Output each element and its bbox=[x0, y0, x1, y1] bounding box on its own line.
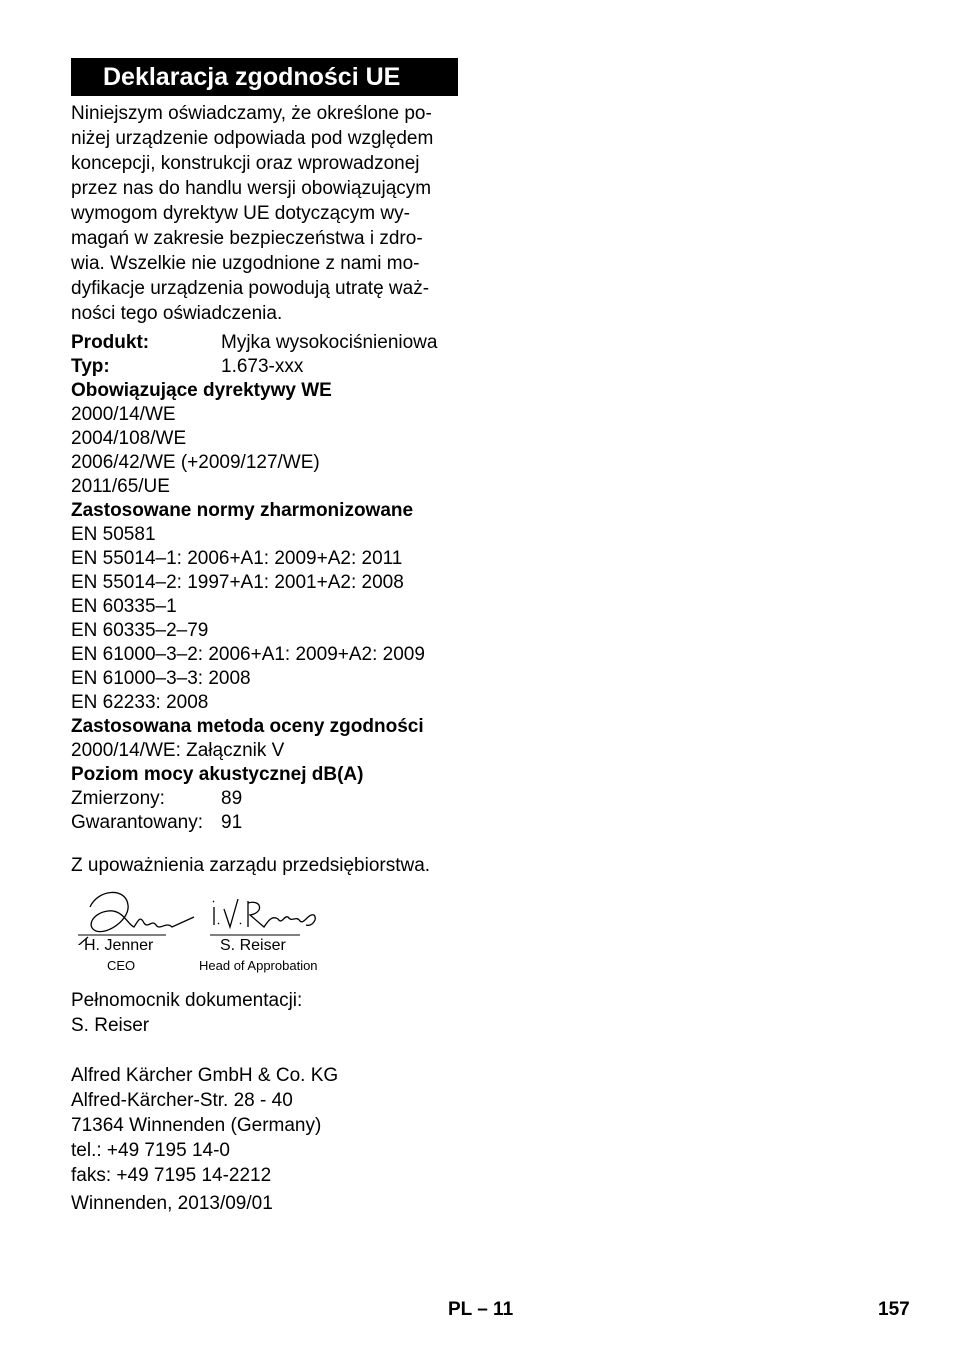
place-date: Winnenden, 2013/09/01 bbox=[71, 1193, 273, 1214]
norm-item: EN 61000–3–3: 2008 bbox=[71, 668, 251, 689]
documentation-name: S. Reiser bbox=[71, 1015, 150, 1036]
address-line: faks: +49 7195 14-2212 bbox=[71, 1165, 272, 1186]
authorization-text: Z upoważnienia zarządu przedsiębiorstwa. bbox=[71, 855, 431, 876]
product-info bbox=[71, 331, 438, 835]
address-block bbox=[71, 1063, 338, 1188]
conformity-value: 2000/14/WE: Załącznik V bbox=[71, 740, 285, 761]
address-line: tel.: +49 7195 14-0 bbox=[71, 1140, 230, 1161]
norm-item: EN 55014–2: 1997+A1: 2001+A2: 2008 bbox=[71, 572, 404, 593]
sound-guaranteed-value: 91 bbox=[221, 812, 243, 833]
signatory-name: H. Jenner bbox=[84, 937, 154, 954]
norm-item: EN 50581 bbox=[71, 524, 156, 545]
product-value: Myjka wysokociśnieniowa bbox=[221, 332, 438, 353]
intro-paragraph bbox=[71, 101, 461, 326]
sound-guaranteed-label: Gwarantowany: bbox=[71, 812, 204, 833]
sound-measured-value: 89 bbox=[221, 788, 243, 809]
intro-line: przez nas do handlu wersji obowiązującym bbox=[71, 178, 432, 199]
directive-item: 2000/14/WE bbox=[71, 404, 176, 425]
directives-heading: Obowiązujące dyrektywy WE bbox=[71, 380, 332, 401]
documentation-label: Pełnomocnik dokumentacji: bbox=[71, 990, 303, 1011]
type-label: Typ: bbox=[71, 356, 110, 377]
signatory-role: CEO bbox=[107, 958, 136, 973]
address-line: Alfred-Kärcher-Str. 28 - 40 bbox=[71, 1090, 293, 1111]
type-row bbox=[71, 355, 425, 379]
intro-line: magań w zakresie bezpieczeństwa i zdro- bbox=[71, 228, 423, 249]
norm-item: EN 60335–2–79 bbox=[71, 620, 209, 641]
intro-line: ności tego oświadczenia. bbox=[71, 303, 283, 324]
directive-item: 2011/65/UE bbox=[71, 476, 170, 497]
signature-graphic bbox=[68, 885, 338, 945]
norm-item: EN 55014–1: 2006+A1: 2009+A2: 2011 bbox=[71, 548, 403, 569]
signature-block bbox=[68, 885, 338, 977]
page-title: Deklaracja zgodności UE bbox=[71, 58, 458, 96]
intro-line: Niniejszym oświadczamy, że określone po- bbox=[71, 103, 432, 124]
footer-page-number: 157 bbox=[878, 1299, 910, 1320]
intro-line: niżej urządzenie odpowiada pod względem bbox=[71, 128, 434, 149]
type-value: 1.673-xxx bbox=[221, 356, 304, 377]
signatory-name: S. Reiser bbox=[220, 937, 286, 954]
conformity-heading: Zastosowana metoda oceny zgodności bbox=[71, 716, 424, 737]
directive-item: 2004/108/WE bbox=[71, 428, 187, 449]
product-row bbox=[71, 331, 438, 355]
footer-language-page: PL – 11 bbox=[448, 1299, 514, 1320]
directive-item: 2006/42/WE (+2009/127/WE) bbox=[71, 452, 320, 473]
sound-guaranteed-row bbox=[71, 811, 425, 835]
address-line: 71364 Winnenden (Germany) bbox=[71, 1115, 322, 1136]
documentation-block bbox=[71, 988, 302, 1038]
sound-measured-label: Zmierzony: bbox=[71, 788, 165, 809]
norms-heading: Zastosowane normy zharmonizowane bbox=[71, 500, 414, 521]
intro-line: wymogom dyrektyw UE dotyczącym wy- bbox=[71, 203, 410, 224]
signatory-role: Head of Approbation bbox=[199, 958, 318, 973]
intro-line: wia. Wszelkie nie uzgodnione z nami mo- bbox=[71, 253, 420, 274]
sound-heading: Poziom mocy akustycznej dB(A) bbox=[71, 764, 364, 785]
product-label: Produkt: bbox=[71, 332, 150, 353]
intro-line: dyfikacje urządzenia powodują utratę waż- bbox=[71, 278, 430, 299]
sound-measured-row bbox=[71, 787, 425, 811]
intro-line: koncepcji, konstrukcji oraz wprowadzonej bbox=[71, 153, 420, 174]
norm-item: EN 62233: 2008 bbox=[71, 692, 209, 713]
norm-item: EN 60335–1 bbox=[71, 596, 177, 617]
address-line: Alfred Kärcher GmbH & Co. KG bbox=[71, 1065, 339, 1086]
norm-item: EN 61000–3–2: 2006+A1: 2009+A2: 2009 bbox=[71, 644, 425, 665]
